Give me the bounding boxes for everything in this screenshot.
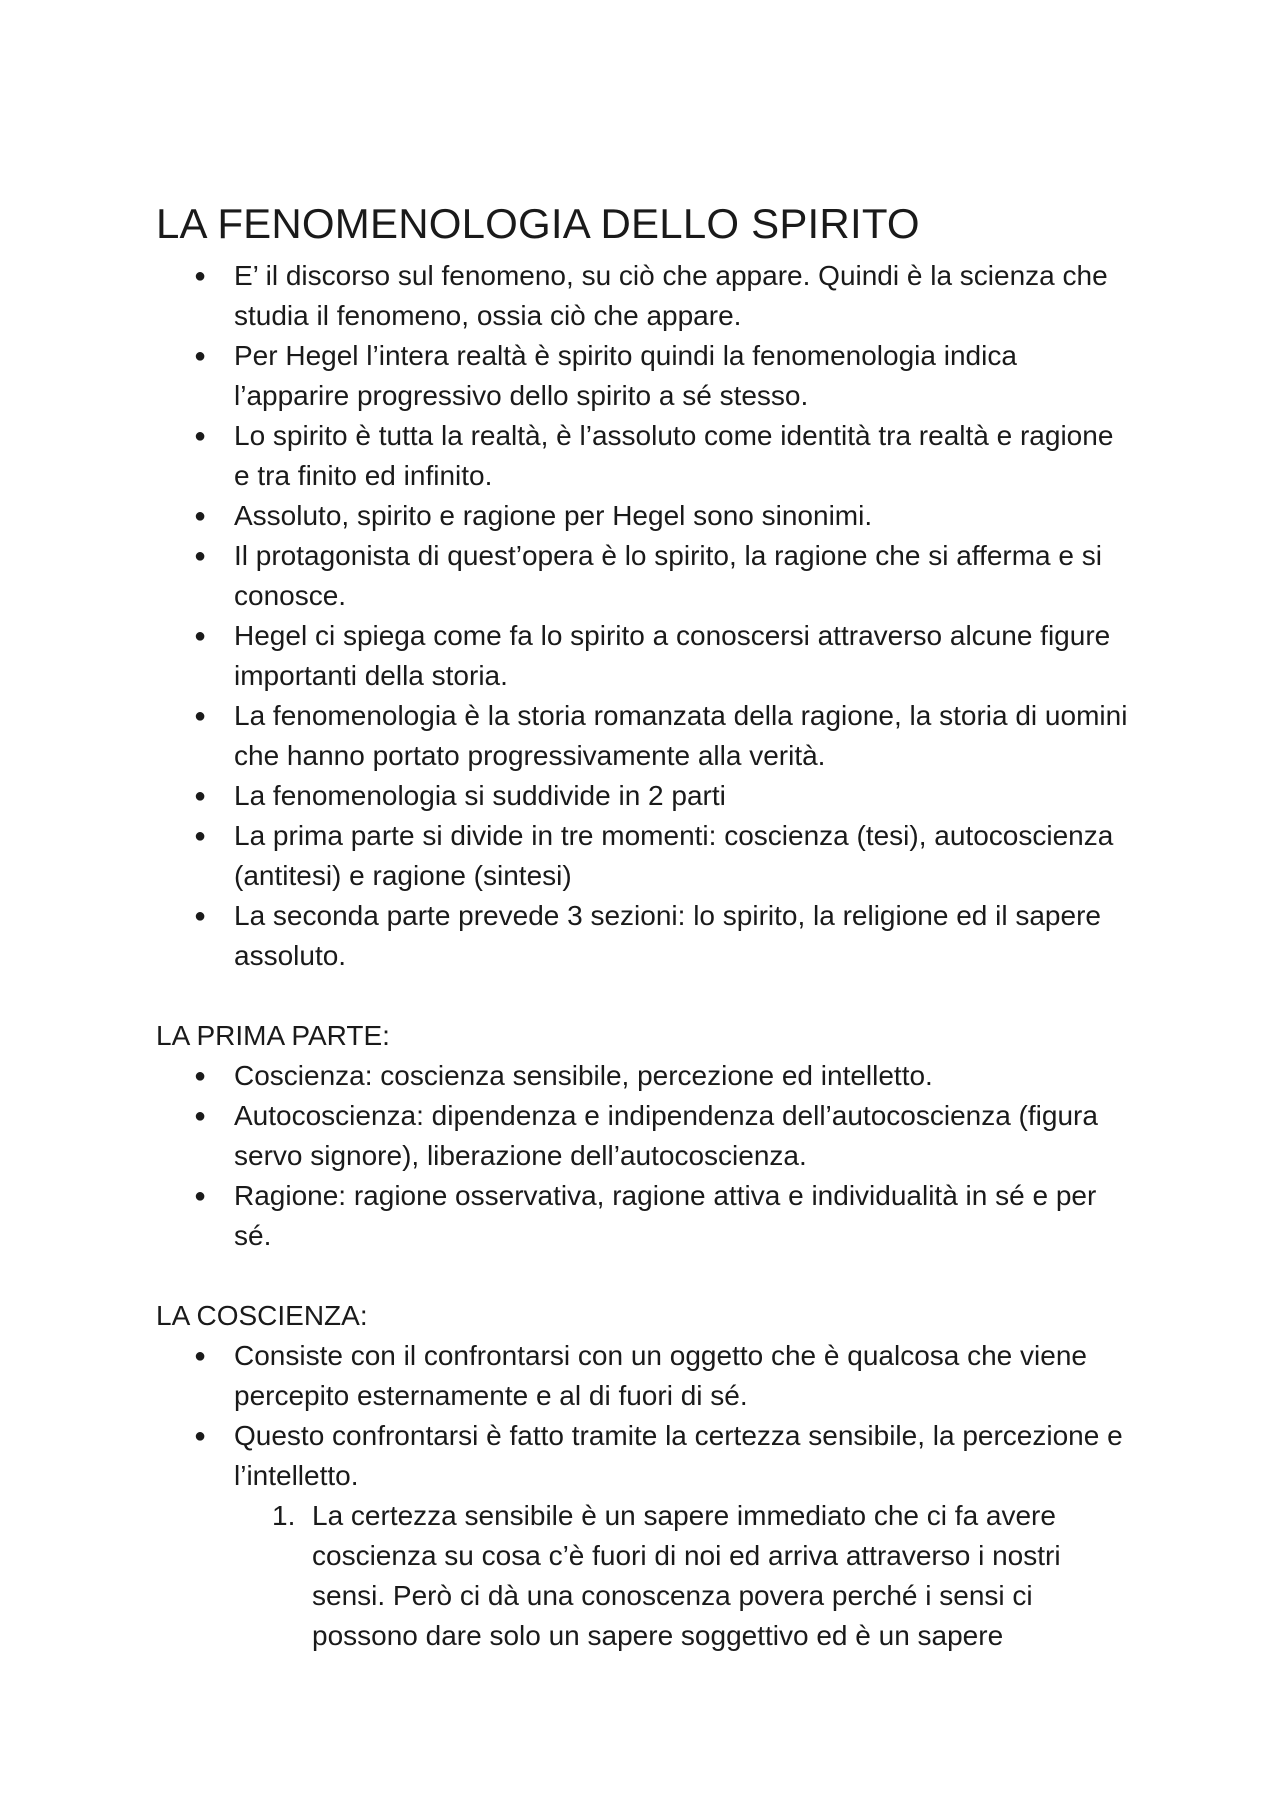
list-item: ● La fenomenologia è la storia romanzata della ragione, la storia di uomini che hanno portato progressivamente alla verità. (156, 696, 1136, 776)
list-item: ● Per Hegel l’intera realtà è spirito quindi la fenomenologia indica l’apparire progressivo dello spirito a sé stesso. (156, 336, 1136, 416)
intro-bullet-list (156, 256, 1136, 976)
list-number: 1. (272, 1500, 296, 1531)
list-item: ● Questo confrontarsi è fatto tramite la certezza sensibile, la percezione e l’intelletto. (156, 1416, 1136, 1496)
paragraph-spacer (156, 1256, 1136, 1296)
numbered-list-item (156, 1496, 1136, 1656)
list-item: ● Consiste con il confrontarsi con un oggetto che è qualcosa che viene percepito esternamente e al di fuori di sé. (156, 1336, 1136, 1416)
list-item: ● La prima parte si divide in tre momenti: coscienza (tesi), autocoscienza (antitesi) e ragione (sintesi) (156, 816, 1136, 896)
list-item: ● Coscienza: coscienza sensibile, percezione ed intelletto. (156, 1056, 1136, 1096)
list-item: ● Il protagonista di quest’opera è lo spirito, la ragione che si afferma e si conosce. (156, 536, 1136, 616)
prima-parte-bullet-list (156, 1056, 1136, 1256)
coscienza-numbered-list (156, 1496, 1136, 1656)
list-item: ● Ragione: ragione osservativa, ragione attiva e individualità in sé e per sé. (156, 1176, 1136, 1256)
list-item: ● Hegel ci spiega come fa lo spirito a conoscersi attraverso alcune figure importanti della storia. (156, 616, 1136, 696)
list-item: ● Autocoscienza: dipendenza e indipendenza dell’autocoscienza (figura servo signore), liberazione dell’autocoscienza. (156, 1096, 1136, 1176)
list-item-text: La certezza sensibile è un sapere immediato che ci fa avere coscienza su cosa c’è fuori di noi ed arriva attraverso i nostri sensi. Però ci dà una conoscenza povera perché i sensi ci possono dare solo un sapere soggettivo ed è un sapere (312, 1500, 1061, 1651)
section-heading-coscienza: LA COSCIENZA: (156, 1300, 368, 1331)
section-heading-prima-parte: LA PRIMA PARTE: (156, 1020, 390, 1051)
paragraph-spacer (156, 976, 1136, 1016)
list-item: ● La seconda parte prevede 3 sezioni: lo spirito, la religione ed il sapere assoluto. (156, 896, 1136, 976)
document-title: LA FENOMENOLOGIA DELLO SPIRITO (156, 200, 920, 247)
coscienza-bullet-list (156, 1336, 1136, 1496)
document-page (156, 196, 1136, 1656)
list-item: ● Assoluto, spirito e ragione per Hegel sono sinonimi. (156, 496, 1136, 536)
list-item: ● La fenomenologia si suddivide in 2 parti (156, 776, 1136, 816)
list-item: ● Lo spirito è tutta la realtà, è l’assoluto come identità tra realtà e ragione e tra finito ed infinito. (156, 416, 1136, 496)
list-item: ● E’ il discorso sul fenomeno, su ciò che appare. Quindi è la scienza che studia il fenomeno, ossia ciò che appare. (156, 256, 1136, 336)
